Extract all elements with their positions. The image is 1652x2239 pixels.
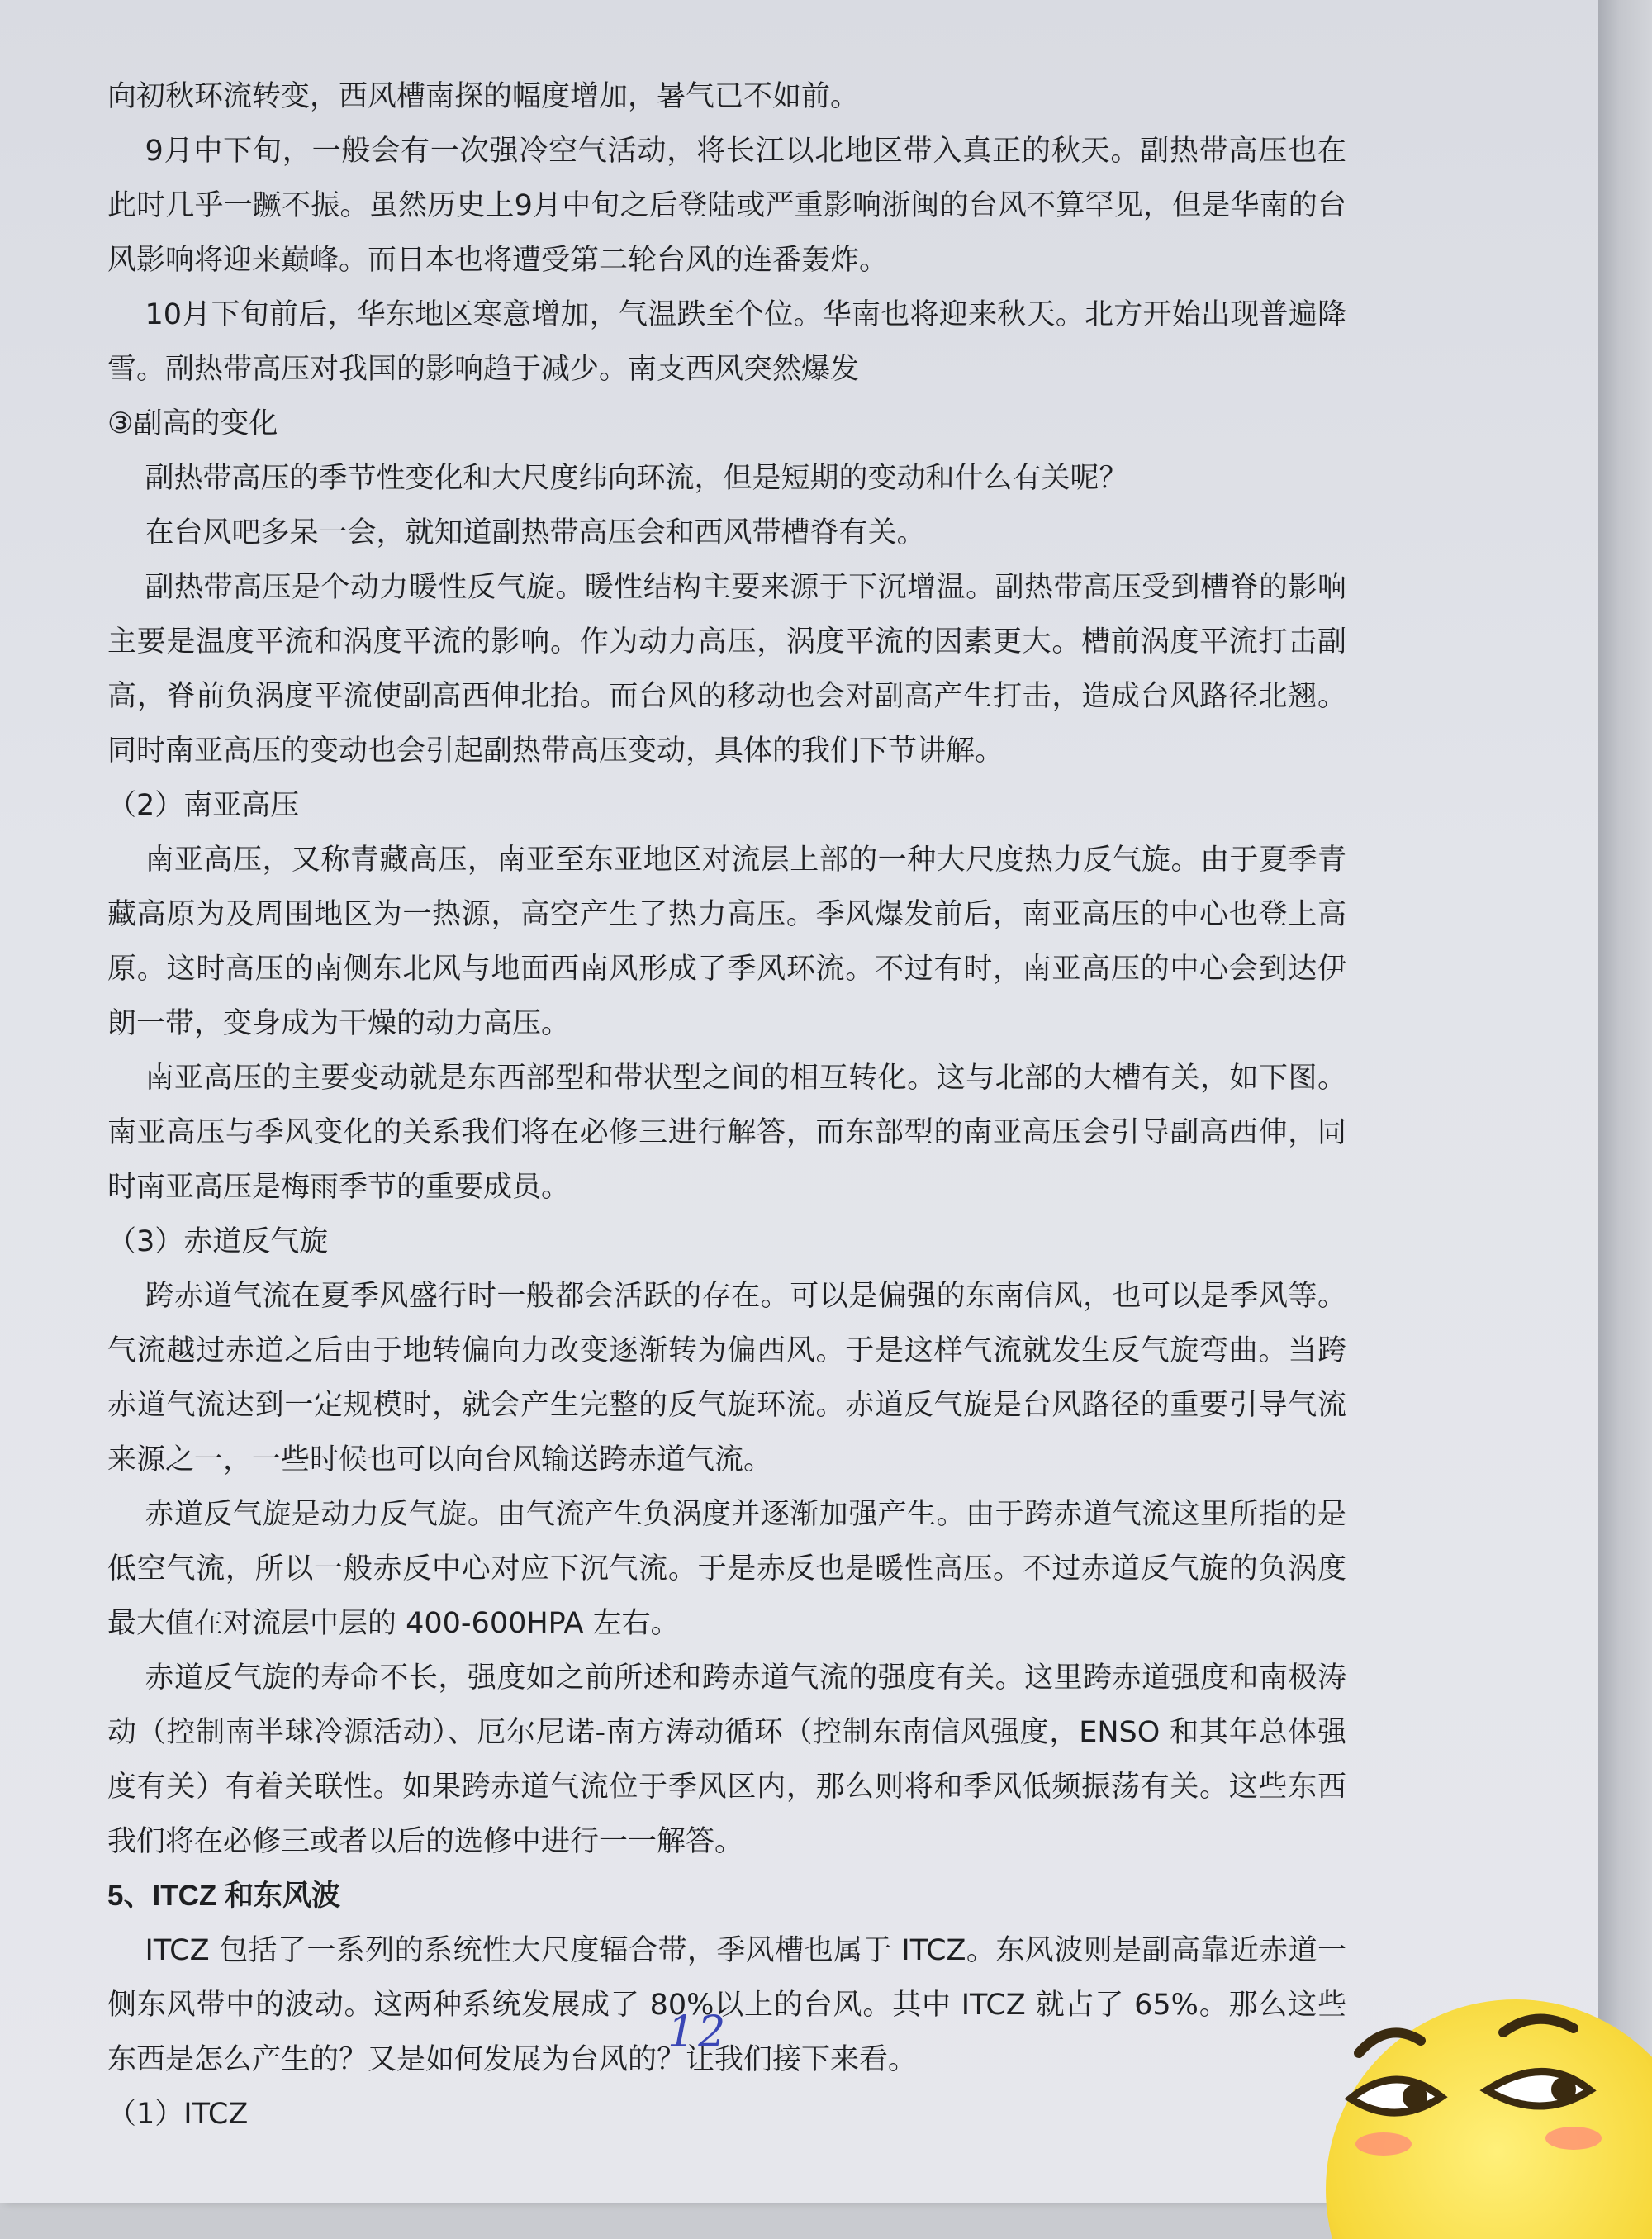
paragraph: 在台风吧多呆一会，就知道副热带高压会和西风带槽脊有关。 (145, 516, 926, 549)
paragraph: 9月中下旬，一般会有一次强冷空气活动，将长江以北地区带入真正的秋天。副热带高压也在此时几乎一蹶不振。虽然历史上9月中旬之后登陆或严重影响浙闽的台风不算罕见，但是华南的台风影响将迎来巅峰。而日本也将遭受第二轮台风的连番轰炸。 (107, 135, 1346, 277)
paragraph: 南亚高压的主要变动就是东西部型和带状型之间的相互转化。这与北部的大槽有关，如下图。南亚高压与季风变化的关系我们将在必修三进行解答，而东部型的南亚高压会引导副高西伸，同时南亚高压是梅雨季节的重要成员。 (107, 1062, 1346, 1204)
chapter-heading: 5、ITCZ 和东风波 (107, 1880, 340, 1912)
section-heading: （3）赤道反气旋 (107, 1225, 329, 1258)
paragraph: 跨赤道气流在夏季风盛行时一般都会活跃的存在。可以是偏强的东南信风，也可以是季风等。气流越过赤道之后由于地转偏向力改变逐渐转为偏西风。于是这样气流就发生反气旋弯曲。当跨赤道气流达到一定规模时，就会产生完整的反气旋环流。赤道反气旋是台风路径的重要引导气流来源之一，一些时候也可以向台风输送跨赤道气流。 (107, 1280, 1346, 1476)
paragraph: 副热带高压的季节性变化和大尺度纬向环流，但是短期的变动和什么有关呢？ (145, 462, 1128, 495)
section-heading: （1）ITCZ (107, 2098, 249, 2131)
paragraph: 赤道反气旋是动力反气旋。由气流产生负涡度并逐渐加强产生。由于跨赤道气流这里所指的是低空气流，所以一般赤反中心对应下沉气流。于是赤反也是暖性高压。不过赤道反气旋的负涡度最大值在对流层中层的 400-600HPA 左右。 (107, 1498, 1346, 1640)
handwritten-page-number: 12 (667, 2008, 729, 2057)
paragraph: 赤道反气旋的寿命不长，强度如之前所述和跨赤道气流的强度有关。这里跨赤道强度和南极涛动（控制南半球冷源活动）、厄尔尼诺-南方涛动循环（控制东南信风强度，ENSO 和其年总体强度有关）有着关联性。如果跨赤道气流位于季风区内，那么则将和季风低频振荡有关。这些东西我们将在必修三或者以后的选修中进行一一解答。 (107, 1661, 1346, 1858)
section-heading: （2）南亚高压 (107, 789, 300, 822)
paragraph: 向初秋环流转变，西风槽南探的幅度增加，暑气已不如前。 (107, 80, 860, 113)
page-edge-shadow (1598, 0, 1652, 2203)
document-body (107, 69, 1346, 2142)
paragraph: 10月下旬前后，华东地区寒意增加，气温跌至个位。华南也将迎来秋天。北方开始出现普遍降雪。副热带高压对我国的影响趋于减少。南支西风突然爆发 (107, 298, 1346, 386)
smirking-emoji-icon (1326, 1975, 1652, 2239)
paragraph: 副热带高压是个动力暖性反气旋。暖性结构主要来源于下沉增温。副热带高压受到槽脊的影响主要是温度平流和涡度平流的影响。作为动力高压，涡度平流的因素更大。槽前涡度平流打击副高，脊前负涡度平流使副高西伸北抬。而台风的移动也会对副高产生打击，造成台风路径北翘。同时南亚高压的变动也会引起副热带高压变动，具体的我们下节讲解。 (107, 571, 1346, 768)
section-heading: ③副高的变化 (107, 407, 278, 440)
paragraph: ITCZ 包括了一系列的系统性大尺度辐合带，季风槽也属于 ITCZ。东风波则是副高靠近赤道一侧东风带中的波动。这两种系统发展成了 80%以上的台风。其中 ITCZ 就占了 65%。那么这些东西是怎么产生的？又是如何发展为台风的？让我们接下来看。 (107, 1934, 1346, 2076)
paragraph: 南亚高压，又称青藏高压，南亚至东亚地区对流层上部的一种大尺度热力反气旋。由于夏季青藏高原为及周围地区为一热源，高空产生了热力高压。季风爆发前后，南亚高压的中心也登上高原。这时高压的南侧东北风与地面西南风形成了季风环流。不过有时，南亚高压的中心会到达伊朗一带，变身成为干燥的动力高压。 (107, 844, 1346, 1040)
